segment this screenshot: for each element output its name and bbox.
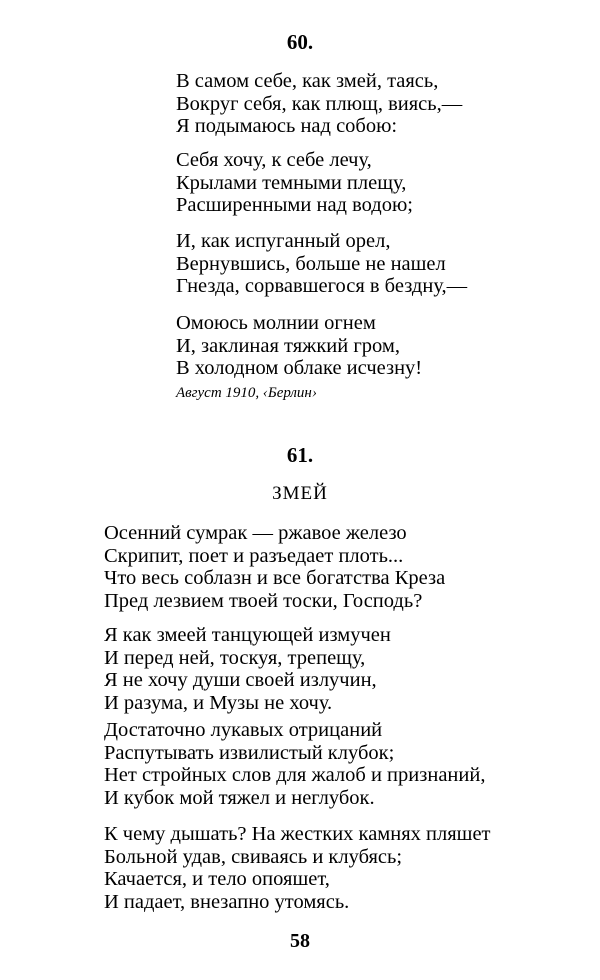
poem-number: 61. <box>286 443 314 467</box>
verse-line: И разума, и Музы не хочу. <box>104 691 333 714</box>
verse-line: И падает, внезапно утомясь. <box>104 890 350 913</box>
verse-line: К чему дышать? На жестких камнях пляшет <box>104 823 491 845</box>
verse-line: В самом себе, как змей, таясь, <box>176 70 439 92</box>
verse-line: Осенний сумрак — ржавое железо <box>104 522 407 544</box>
verse-line: Достаточно лукавых отрицаний <box>104 719 383 741</box>
verse-line: Пред лезвием твоей тоски, Господь? <box>104 589 423 612</box>
verse-line: Я как змеей танцующей измучен <box>104 624 391 646</box>
verse-line: Омоюсь молнии огнем <box>176 312 376 334</box>
stanza <box>104 624 391 714</box>
page-number: 58 <box>290 930 310 952</box>
verse-line: И перед ней, тоскуя, трепещу, <box>104 646 366 669</box>
stanza <box>104 719 485 809</box>
verse-line: Расширенными над водою; <box>176 194 414 216</box>
verse-line: Себя хочу, к себе лечу, <box>176 149 372 171</box>
verse-line: И, как испуганный орел, <box>176 230 391 252</box>
verse-line: Больной удав, свиваясь и клубясь; <box>104 845 403 868</box>
stanza <box>176 149 413 217</box>
verse-line: Вокруг себя, как плющ, виясь,— <box>176 92 463 115</box>
verse-line: И, заклиная тяжкий гром, <box>176 334 400 357</box>
verse-line: Качается, и тело опояшет, <box>104 868 330 890</box>
verse-line: И кубок мой тяжел и неглубок. <box>104 786 375 809</box>
verse-line: Вернувшись, больше не нашел <box>176 252 446 275</box>
verse-line: Я не хочу души своей излучин, <box>104 669 377 691</box>
verse-line: Крылами темными плещу, <box>176 171 407 194</box>
poem-number: 60. <box>286 30 314 54</box>
verse-line: В холодном облаке исчезну! <box>176 357 423 379</box>
verse-line: Что весь соблазн и все богатства Креза <box>104 567 446 589</box>
verse-line: Нет стройных слов для жалоб и признаний, <box>104 764 486 786</box>
stanza <box>104 522 445 612</box>
stanza <box>104 823 491 913</box>
stanza <box>176 230 467 298</box>
dateline: Август 1910, ‹Берлин› <box>176 385 317 401</box>
stanza <box>176 312 422 380</box>
verse-line: Гнезда, сорвавшегося в бездну,— <box>176 275 468 297</box>
stanza <box>176 70 462 138</box>
verse-line: Я подымаюсь над собою: <box>176 115 398 137</box>
poem-title: ЗМЕЙ <box>272 483 328 504</box>
verse-line: Распутывать извилистый клубок; <box>104 741 395 764</box>
verse-line: Скрипит, поет и разъедает плоть... <box>104 544 404 567</box>
